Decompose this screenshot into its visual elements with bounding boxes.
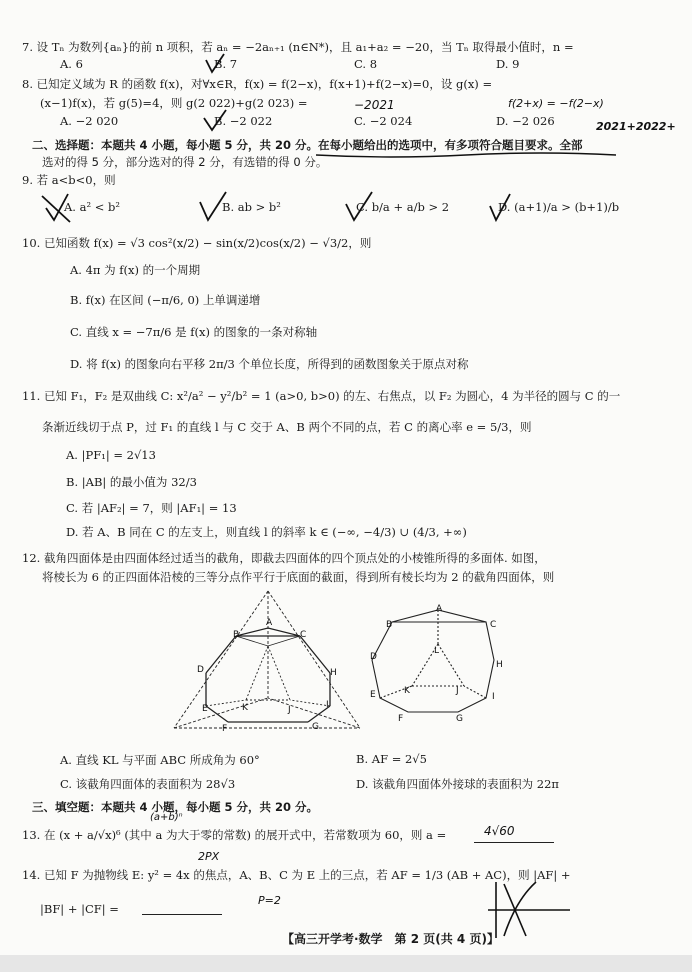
q7-option-b: B. 7 <box>214 57 238 71</box>
fig2-label-g: G <box>456 714 463 724</box>
q12-option-b: B. AF = 2√5 <box>356 752 427 766</box>
q10-stem: 10. 已知函数 f(x) = √3 cos²(x/2) − sin(x/2)cos(x/2) − √3/2，则 <box>22 236 372 250</box>
section2-underline <box>316 150 616 160</box>
fig2-label-h: H <box>496 660 503 670</box>
section2-heading-line1: 二、选择题：本题共 4 小题，每小题 5 分，共 20 分。在每小题给出的选项中，有多项符合题目要求。全部 <box>32 138 583 152</box>
fig1-label-h: H <box>330 668 337 678</box>
q8-option-b: B. −2 022 <box>214 114 273 128</box>
q9-option-d: D. (a+1)/a > (b+1)/b <box>498 200 620 214</box>
q13-stem: 13. 在 (x + a/√x)⁶ (其中 a 为大于零的常数) 的展开式中，若常数项为 60，则 a = <box>22 828 447 842</box>
fig2-label-e: E <box>370 690 376 700</box>
fig2-label-a: A <box>436 604 443 614</box>
q14-stem-line2: |BF| + |CF| = <box>40 902 119 916</box>
section3-heading: 三、填空题：本题共 4 小题，每小题 5 分，共 20 分。 <box>32 800 319 814</box>
q8-stem-line2: (x−1)f(x)，若 g(5)=4，则 g(2 022)+g(2 023) = <box>40 96 308 110</box>
q14-handwritten-top: 2PX <box>198 850 220 863</box>
q13-answer: 4√60 <box>484 824 515 838</box>
fig1-label-j: J <box>288 705 291 715</box>
fig2-label-d: D <box>370 652 377 662</box>
fig1-label-e: E <box>202 704 208 714</box>
fig2-label-j: J <box>456 686 459 696</box>
q8-stem-line1: 8. 已知定义域为 R 的函数 f(x)，对∀x∈R，f(x) = f(2−x)，f(x+1)+f(2−x)=0，设 g(x) = <box>22 77 493 91</box>
q9-handwritten-marks <box>40 188 600 228</box>
fig1-label-k: K <box>242 703 248 713</box>
q7-option-a: A. 6 <box>60 57 83 71</box>
q14-answer-blank[interactable] <box>142 914 222 915</box>
q12-stem-line1: 12. 截角四面体是由四面体经过适当的截角，即截去四面体的四个顶点处的小棱锥所得的多面体. 如图， <box>22 551 546 565</box>
fig2-label-b: B <box>386 620 393 630</box>
fig1-label-d: D <box>197 665 204 675</box>
q11-option-a: A. |PF₁| = 2√13 <box>66 448 156 462</box>
q7-option-c: C. 8 <box>354 57 378 71</box>
q11-option-c: C. 若 |AF₂| = 7，则 |AF₁| = 13 <box>66 501 237 515</box>
fig2-label-l: L <box>434 646 440 656</box>
q8-option-a: A. −2 020 <box>60 114 119 128</box>
q9-option-a: A. a² < b² <box>64 200 121 214</box>
q10-option-d: D. 将 f(x) 的图象向右平移 2π/3 个单位长度，所得到的函数图象关于原点对称 <box>70 357 469 371</box>
q8-handwritten-note: −2021 <box>354 98 395 112</box>
fig1-label-b: B <box>233 630 240 640</box>
q13-handwritten-top: (a+b)ⁿ <box>150 812 183 823</box>
q9-stem: 9. 若 a<b<0，则 <box>22 173 116 187</box>
q11-stem-line1: 11. 已知 F₁，F₂ 是双曲线 C: x²/a² − y²/b² = 1 (a>0, b>0) 的左、右焦点，以 F₂ 为圆心，4 为半径的圆与 C 的一 <box>22 389 621 403</box>
q8-handwritten-equation: f(2+x) = −f(2−x) <box>508 97 604 110</box>
q14-handwritten-p: P=2 <box>258 894 281 907</box>
q11-option-d: D. 若 A、B 同在 C 的左支上，则直线 l 的斜率 k ∈ (−∞, −4/3) ∪ (4/3, +∞) <box>66 525 467 539</box>
q13-answer-blank[interactable] <box>474 842 554 843</box>
q12-option-d: D. 该截角四面体外接球的表面积为 22π <box>356 777 559 791</box>
q7-option-d: D. 9 <box>496 57 520 71</box>
fig1-label-f: F <box>222 724 228 734</box>
section2-heading-line2: 选对的得 5 分，部分选对的得 2 分，有选错的得 0 分。 <box>42 155 328 169</box>
fig1-label-g: G <box>312 722 319 732</box>
fig2-label-k: K <box>404 686 410 696</box>
q9-option-c: C. b/a + a/b > 2 <box>356 200 450 214</box>
q12-figure-left <box>168 588 368 738</box>
q7-stem: 7. 设 Tₙ 为数列{aₙ}的前 n 项积，若 aₙ = −2aₙ₊₁ (n∈N*)，且 a₁+a₂ = −20，当 Tₙ 取得最小值时，n = <box>22 40 574 54</box>
bottom-bar <box>0 955 692 972</box>
fig1-label-a: A <box>266 618 273 628</box>
fig1-label-c: C <box>300 630 307 640</box>
page-footer: 【高三开学考·数学 第 2 页(共 4 页)】 <box>282 932 499 946</box>
q10-option-b: B. f(x) 在区间 (−π/6, 0) 上单调递增 <box>70 293 261 307</box>
q11-stem-line2: 条渐近线切于点 P，过 F₁ 的直线 l 与 C 交于 A、B 两个不同的点，若 C 的离心率 e = 5/3，则 <box>42 420 532 434</box>
fig2-label-i: I <box>492 692 495 702</box>
q8-option-d: D. −2 026 <box>496 114 555 128</box>
q10-option-c: C. 直线 x = −7π/6 是 f(x) 的图象的一条对称轴 <box>70 325 318 339</box>
q8-option-c: C. −2 024 <box>354 114 413 128</box>
q9-option-b: B. ab > b² <box>222 200 281 214</box>
fig2-label-c: C <box>490 620 497 630</box>
q12-option-c: C. 该截角四面体的表面积为 28√3 <box>60 777 236 791</box>
fig1-label-i: I <box>326 700 329 710</box>
q11-option-b: B. |AB| 的最小值为 32/3 <box>66 475 197 489</box>
q8-handwritten-answer: 2021+2022+ <box>596 120 676 133</box>
q14-stem-line1: 14. 已知 F 为抛物线 E: y² = 4x 的焦点，A、B、C 为 E 上的三点，若 AF = 1/3 (AB + AC)，则 |AF| + <box>22 868 571 882</box>
q12-option-a: A. 直线 KL 与平面 ABC 所成角为 60° <box>60 753 260 767</box>
fig2-label-f: F <box>398 714 404 724</box>
q12-stem-line2: 将棱长为 6 的正四面体沿棱的三等分点作平行于底面的截面，得到所有棱长均为 2 的截角四面体，则 <box>42 570 555 584</box>
q7-q8-handwritten-checks <box>200 52 240 132</box>
q10-option-a: A. 4π 为 f(x) 的一个周期 <box>70 263 201 277</box>
